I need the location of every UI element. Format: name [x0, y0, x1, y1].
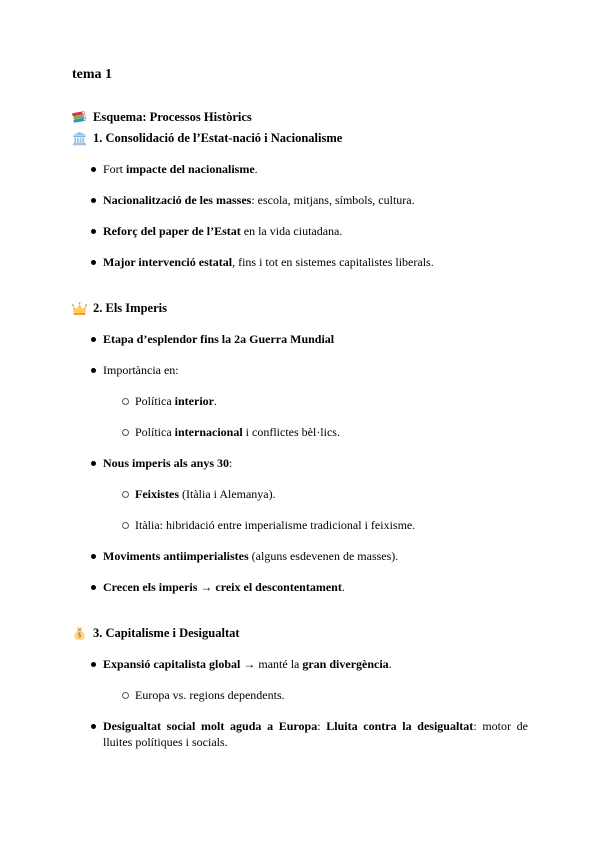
- filled-bullet-icon: [91, 368, 96, 373]
- filled-bullet-icon: [91, 724, 96, 729]
- classical-building-icon: [72, 131, 87, 146]
- text-segment: Etapa d’esplendor fins la 2a Guerra Mundial: [103, 332, 335, 346]
- sub-bullet-item: [72, 517, 528, 533]
- hollow-bullet-icon: [122, 398, 129, 405]
- section-heading-text: [93, 300, 167, 316]
- filled-bullet-icon: [91, 260, 96, 265]
- bullet-item: [72, 579, 528, 595]
- text-segment: Importància en:: [103, 363, 179, 377]
- section-heading: [72, 130, 528, 146]
- bullet-text: [135, 425, 340, 439]
- text-segment: Feixistes: [135, 487, 179, 501]
- text-segment: Política: [135, 425, 175, 439]
- bullet-item: [72, 192, 528, 208]
- text-segment: :: [229, 456, 233, 470]
- filled-bullet-icon: [91, 461, 96, 466]
- bullet-item: [72, 718, 528, 750]
- filled-bullet-icon: [91, 337, 96, 342]
- section-heading-text: [93, 109, 252, 125]
- bullet-text: [135, 518, 415, 532]
- bullet-text: [103, 255, 434, 269]
- text-segment: 3. Capitalisme i Desigualtat: [93, 626, 240, 640]
- sub-bullet-item: [72, 393, 528, 409]
- bullet-text: [103, 224, 342, 238]
- sub-bullet-item: [72, 486, 528, 502]
- hollow-bullet-icon: [122, 522, 129, 529]
- text-segment: creix el descontentament: [215, 580, 342, 594]
- text-segment: Crecen els imperis: [103, 580, 198, 594]
- text-segment: i conflictes bèl·lics.: [242, 425, 340, 439]
- text-segment: (alguns esdevenen de masses).: [248, 549, 399, 563]
- bullet-item: [72, 223, 528, 239]
- hollow-bullet-icon: [122, 692, 129, 699]
- text-segment: Nous imperis als anys 30: [103, 456, 230, 470]
- text-segment: (Itàlia i Alemanya).: [179, 487, 276, 501]
- bullet-text: [135, 688, 285, 702]
- text-segment: .: [341, 580, 345, 594]
- bullet-text: [103, 718, 528, 750]
- bullet-item: [72, 161, 528, 177]
- filled-bullet-icon: [91, 554, 96, 559]
- text-segment: Nacionalització de les masses: [103, 193, 252, 207]
- hollow-bullet-icon: [122, 429, 129, 436]
- books-icon: [72, 110, 87, 125]
- section-heading: [72, 109, 528, 125]
- sub-bullet-item: [72, 424, 528, 440]
- text-segment: →: [197, 580, 216, 594]
- text-segment: Desigualtat social molt aguda a Europa: [103, 719, 318, 733]
- bullet-text: [103, 580, 345, 594]
- bullet-item: [72, 362, 528, 378]
- text-segment: .: [254, 162, 258, 176]
- filled-bullet-icon: [91, 585, 96, 590]
- hollow-bullet-icon: [122, 491, 129, 498]
- text-segment: gran divergència: [302, 657, 389, 671]
- bullet-text: [135, 487, 276, 501]
- text-segment: : motor de lluites polítiques i socials.: [103, 719, 529, 749]
- crown-icon: [72, 301, 87, 316]
- filled-bullet-icon: [91, 198, 96, 203]
- filled-bullet-icon: [91, 229, 96, 234]
- bullet-text: [103, 456, 232, 470]
- text-segment: 2. Els Imperis: [93, 301, 167, 315]
- page-title: tema 1: [72, 67, 113, 82]
- money-bag-icon: [72, 626, 87, 641]
- text-segment: Major intervenció estatal: [103, 255, 233, 269]
- bullet-item: [72, 254, 528, 270]
- bullet-text: [103, 162, 258, 176]
- filled-bullet-icon: [91, 662, 96, 667]
- svg-text:$: $: [77, 629, 82, 639]
- text-segment: : escola, mitjans, símbols, cultura.: [251, 193, 415, 207]
- bullet-item: [72, 656, 528, 672]
- bullet-item: [72, 331, 528, 347]
- bullet-text: [103, 657, 392, 671]
- text-segment: Esquema: Processos Històrics: [93, 110, 252, 124]
- text-segment: Itàlia: hibridació entre imperialisme tradicional i feixisme.: [135, 518, 416, 532]
- text-segment: interior: [174, 394, 214, 408]
- text-segment: , fins i tot en sistemes capitalistes liberals.: [232, 255, 434, 269]
- text-segment: .: [214, 394, 217, 408]
- bullet-text: [103, 332, 334, 346]
- section-heading-text: [93, 625, 240, 641]
- section-heading: [72, 300, 528, 316]
- text-segment: → manté la: [240, 657, 303, 671]
- text-segment: Expansió capitalista global: [103, 657, 241, 671]
- text-segment: Moviments antiimperialistes: [103, 549, 249, 563]
- text-segment: .: [388, 657, 392, 671]
- bullet-text: [103, 363, 179, 377]
- text-segment: :: [317, 719, 327, 733]
- text-segment: impacte del nacionalisme: [126, 162, 255, 176]
- text-segment: Fort: [103, 162, 127, 176]
- sub-bullet-item: [72, 687, 528, 703]
- bullet-text: [135, 394, 217, 408]
- document-content: [72, 109, 528, 750]
- bullet-text: [103, 193, 415, 207]
- text-segment: Lluita contra la desigualtat: [326, 719, 474, 733]
- text-segment: 1. Consolidació de l’Estat-nació i Nacionalisme: [93, 131, 343, 145]
- bullet-item: [72, 455, 528, 471]
- text-segment: en la vida ciutadana.: [240, 224, 343, 238]
- section-heading-text: [93, 130, 342, 146]
- section-heading: [72, 625, 528, 641]
- bullet-text: [103, 549, 398, 563]
- text-segment: Europa vs. regions dependents.: [135, 688, 285, 702]
- text-segment: Política: [135, 394, 175, 408]
- text-segment: Reforç del paper de l’Estat: [103, 224, 241, 238]
- text-segment: internacional: [174, 425, 243, 439]
- bullet-item: [72, 548, 528, 564]
- filled-bullet-icon: [91, 167, 96, 172]
